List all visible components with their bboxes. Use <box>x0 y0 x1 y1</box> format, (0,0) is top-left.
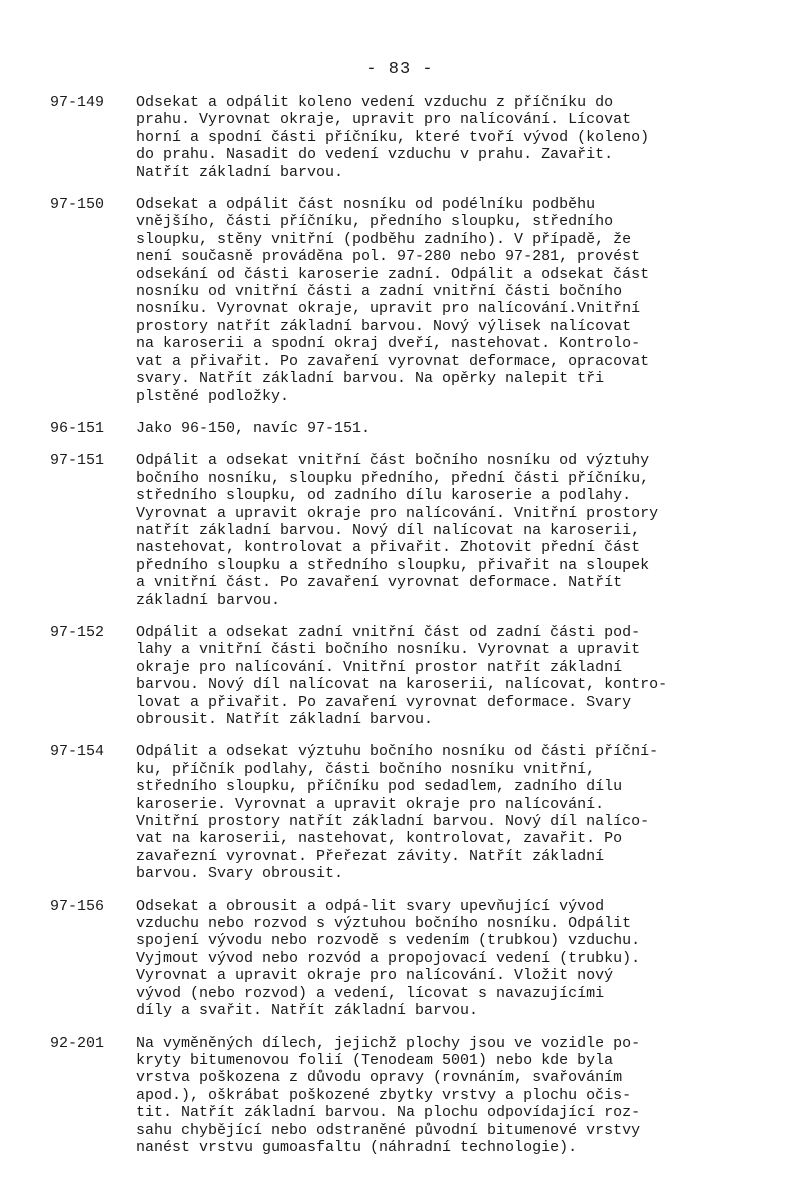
entry-text <box>136 743 780 882</box>
entry-line: vat a přivařit. Po zavaření vyrovnat deformace, opracovat <box>136 352 650 370</box>
entry <box>50 743 780 882</box>
entry-line: do prahu. Nasadit do vedení vzduchu v prahu. Zavařit. <box>136 146 614 164</box>
entry-text <box>136 452 780 609</box>
entry-list <box>50 94 780 1171</box>
entry <box>50 420 780 437</box>
entry-code: 97-149 <box>50 94 105 111</box>
entry <box>50 898 780 1020</box>
entry-line: Odsekat a odpálit koleno vedení vzduchu z příčníku do <box>136 94 614 111</box>
entry-line: a vnitřní část. Po zavaření vyrovnat deformace. Natřít <box>136 574 623 592</box>
entry-line: odsekání od části karoserie zadní. Odpálit a odsekat část <box>136 265 650 283</box>
entry-line: vzduchu nebo rozvod s výztuhou bočního nosníku. Odpálit <box>136 915 632 933</box>
entry-line: lahy a vnitřní části bočního nosníku. Vyrovnat a upravit <box>136 641 641 659</box>
entry-line: Vyrovnat a upravit okraje pro nalícování. Vnitřní prostory <box>136 504 659 522</box>
entry-line: sloupku, stěny vnitřní (podběhu zadního). V případě, že <box>136 230 632 248</box>
entry-code: 97-152 <box>50 623 105 641</box>
entry-line: barvou. Svary obrousit. <box>136 865 344 883</box>
entry-line: Odpálit a odsekat vnitřní část bočního nosníku od výztuhy <box>136 452 650 470</box>
entry-line: svary. Natřít základní barvou. Na opěrky nalepit tři <box>136 370 605 388</box>
entry <box>50 196 780 405</box>
entry-line: plstěné podložky. <box>136 387 290 405</box>
entry-line: Natřít základní barvou. <box>136 163 344 181</box>
entry-line: vat na karoserii, nastehovat, kontrolovat, zavařit. Po <box>136 830 623 848</box>
entry-line: horní a spodní části příčníku, které tvoří vývod (koleno) <box>136 128 650 146</box>
entry-line: tit. Natřít základní barvou. Na plochu odpovídající roz- <box>136 1104 641 1122</box>
entry-text <box>136 420 780 437</box>
entry-line: nanést vrstvu gumoasfaltu (náhradní technologie). <box>136 1138 578 1156</box>
entry <box>50 452 780 609</box>
entry-code: 97-156 <box>50 897 105 915</box>
entry <box>50 94 780 181</box>
entry-text <box>136 196 780 405</box>
entry-line: obrousit. Natřít základní barvou. <box>136 711 434 728</box>
entry-line: Jako 96-150, navíc 97-151. <box>136 419 371 437</box>
entry-line: karoserie. Vyrovnat a upravit okraje pro nalícování. <box>136 795 605 813</box>
entry-line: předního sloupku a středního sloupku, přivařit na sloupek <box>136 556 650 574</box>
entry-text <box>136 1035 780 1157</box>
entry <box>50 1035 780 1157</box>
entry-line: apod.), oškrábat poškozené zbytky vrstvy a plochu očis- <box>136 1086 632 1104</box>
entry-line: prahu. Vyrovnat okraje, upravit pro nalícování. Lícovat <box>136 111 632 129</box>
entry-line: nastehovat, kontrolovat a přivařit. Zhotovit přední část <box>136 539 641 557</box>
entry-line: Na vyměněných dílech, jejichž plochy jsou ve vozidle po- <box>136 1034 641 1052</box>
entry-line: Odsekat a odpálit část nosníku od podélníku podběhu <box>136 196 596 214</box>
entry-line: Odpálit a odsekat zadní vnitřní část od zadní části pod- <box>136 623 641 641</box>
page-number: - 83 - <box>366 60 434 79</box>
entry-code: 97-154 <box>50 743 105 761</box>
entry-line: sahu chybějící nebo odstraněné původní bitumenové vrstvy <box>136 1121 641 1139</box>
entry-line: Vyrovnat a upravit okraje pro nalícování. Vložit nový <box>136 967 614 985</box>
entry-code: 97-150 <box>50 196 105 214</box>
entry-line: Odsekat a obrousit a odpá-lit svary upevňující vývod <box>136 897 605 915</box>
entry-line: prostory natřít základní barvou. Nový výlisek nalícovat <box>136 317 632 335</box>
entry-line: díly a svařit. Natřít základní barvou. <box>136 1002 479 1020</box>
entry <box>50 624 780 728</box>
entry-text <box>136 898 780 1020</box>
entry-line: bočního nosníku, sloupku předního, přední části příčníku, <box>136 469 650 487</box>
entry-text <box>136 624 780 728</box>
entry-line: zavařezní vyrovnat. Přeřezat závity. Natřít základní <box>136 847 605 865</box>
entry-line: nosníku. Vyrovnat okraje, upravit pro nalícování.Vnitřní <box>136 300 641 318</box>
entry-line: natřít základní barvou. Nový díl nalícovat na karoserii, <box>136 521 641 539</box>
entry-text <box>136 94 780 181</box>
entry-code: 92-201 <box>50 1034 105 1052</box>
entry-code: 97-151 <box>50 452 105 470</box>
entry-line: ku, příčník podlahy, části bočního nosníku vnitřní, <box>136 760 596 778</box>
entry-line: barvou. Nový díl nalícovat na karoserii, nalícovat, kontro- <box>136 676 668 694</box>
entry-line: středního sloupku, od zadního dílu karoserie a podlahy. <box>136 487 632 505</box>
entry-line: základní barvou. <box>136 591 281 609</box>
entry-line: okraje pro nalícování. Vnitřní prostor natřít základní <box>136 658 623 676</box>
entry-code: 96-151 <box>50 419 105 437</box>
entry-line: na karoserii a spodní okraj dveří, nastehovat. Kontrolo- <box>136 335 641 353</box>
entry-line: lovat a přivařit. Po zavaření vyrovnat deformace. Svary <box>136 693 632 711</box>
entry-line: vývod (nebo rozvod) a vedení, lícovat s navazujícími <box>136 984 605 1002</box>
entry-line: není současně prováděna pol. 97-280 nebo 97-281, provést <box>136 248 641 266</box>
entry-line: Odpálit a odsekat výztuhu bočního nosníku od části příční- <box>136 743 659 761</box>
entry-line: vrstva poškozena z důvodu opravy (rovnáním, svařováním <box>136 1069 623 1087</box>
entry-line: kryty bitumenovou folií (Tenodeam 5001) nebo kde byla <box>136 1051 614 1069</box>
entry-line: Vnitřní prostory natřít základní barvou. Nový díl nalíco- <box>136 813 650 831</box>
entry-line: vnějšího, části příčníku, předního sloupku, středního <box>136 213 614 231</box>
entry-line: nosníku od vnitřní části a zadní vnitřní části bočního <box>136 283 623 301</box>
entry-line: Vyjmout vývod nebo rozvód a propojovací vedení (trubku). <box>136 949 641 967</box>
entry-line: spojení vývodu nebo rozvodě s vedením (trubkou) vzduchu. <box>136 932 641 950</box>
entry-line: středního sloupku, příčníku pod sedadlem, zadního dílu <box>136 778 623 796</box>
